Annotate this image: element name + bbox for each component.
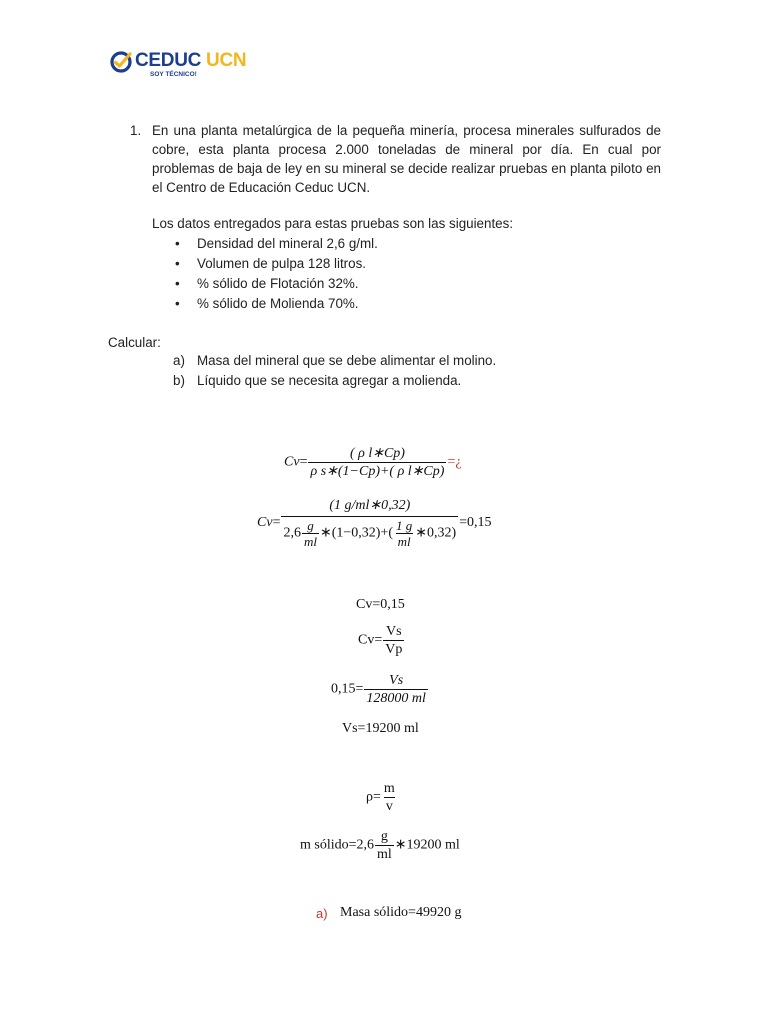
equation-density <box>366 781 398 814</box>
equation-cv-value: Cv=0,15 <box>356 597 405 612</box>
eq7-numerator: m <box>383 781 395 796</box>
list-item <box>152 234 378 254</box>
eq8-lhs: m sólido=2,6 <box>300 837 375 853</box>
logo-brand <box>135 50 246 72</box>
equation-vs-value: Vs=19200 ml <box>342 721 419 736</box>
equation-cv-substitution: Cv= (1 g/ml∗0,32) 2,6 $\frac{g}{ml}$ ∗(1−0,32)+( $\frac{1 g}{ml}$ ∗0,32) =0,15 <box>257 498 492 549</box>
answer-label: a) <box>316 906 328 921</box>
bullet-icon: • <box>175 276 180 291</box>
equation-vs-solve <box>331 673 429 706</box>
logo-brand-ceduc: CEDUC <box>135 50 202 71</box>
data-item-text: % sólido de Molienda 70%. <box>197 296 359 311</box>
eq1-denominator: ρ s∗(1−Cp)+( ρ l∗Cp) <box>310 464 445 479</box>
eq7-lhs: ρ= <box>366 789 381 805</box>
eq1-numerator: ( ρ l∗Cp) <box>349 446 405 461</box>
list-item <box>152 274 378 294</box>
data-item-text: % sólido de Flotación 32%. <box>197 276 359 291</box>
bullet-icon: • <box>175 296 180 311</box>
list-item <box>152 254 378 274</box>
bullet-icon: • <box>175 256 180 271</box>
problem-statement: En una planta metalúrgica de la pequeña minería, procesa minerales sulfurados de cobre, esta planta procesa 2.000 toneladas de mineral por día. En cual por problemas de baja de ley en su mineral se decide realizar pruebas en planta piloto en el Centro de Educación Ceduc UCN. <box>152 123 661 195</box>
data-item-text: Densidad del mineral 2,6 g/ml. <box>197 236 378 251</box>
data-intro: Los datos entregados para estas pruebas son las siguientes: <box>152 216 514 231</box>
ceduc-ucn-logo <box>110 50 250 82</box>
eq4-denominator: Vp <box>385 642 403 657</box>
data-list <box>152 234 378 314</box>
logo-tagline: SOY TÉCNICO! <box>150 71 197 78</box>
calc-label: Calcular: <box>108 335 161 350</box>
eq8-denominator: ml <box>377 847 392 862</box>
equation-cv-vs-vp <box>358 624 405 657</box>
eq1-lhs: Cv <box>284 454 300 470</box>
eq5-numerator: Vs <box>389 673 404 688</box>
task-text: Masa del mineral que se debe alimentar el molino. <box>197 353 497 368</box>
eq8-numerator: g <box>380 829 388 844</box>
task-list <box>152 351 496 391</box>
task-text: Líquido que se necesita agregar a molienda. <box>197 373 462 388</box>
eq4-numerator: Vs <box>386 624 402 639</box>
check-circle-icon <box>110 51 132 73</box>
list-item <box>152 294 378 314</box>
eq8-rhs: ∗19200 ml <box>394 837 460 853</box>
eq1-rhs: =¿ <box>447 454 462 470</box>
eq2-rhs: =0,15 <box>459 515 492 531</box>
task-item <box>152 351 496 371</box>
data-item-text: Volumen de pulpa 128 litros. <box>197 256 366 271</box>
answer-mass-solid: Masa sólido=49920 g <box>340 905 462 920</box>
eq4-lhs: Cv= <box>358 632 383 648</box>
eq2-denominator: 2,6 $\frac{g}{ml}$ ∗(1−0,32)+( $\frac{1 g}{ml}$ ∗0,32) <box>283 518 457 549</box>
logo-brand-ucn: UCN <box>206 50 247 71</box>
task-item <box>152 371 496 391</box>
equation-mass-solid <box>300 829 460 862</box>
eq5-denominator: 128000 ml <box>366 691 426 706</box>
equation-cv-formula: Cv= $\frac{\text{( ρ l∗Cp)}}{\text{ρ s∗(1−Cp)+( ρ l∗Cp)}}$ =¿ <box>284 446 462 479</box>
task-label: a) <box>173 353 185 368</box>
problem-number: 1. <box>130 123 142 138</box>
eq7-denominator: v <box>385 799 393 814</box>
eq2-lhs: Cv <box>257 515 273 531</box>
eq2-numerator: (1 g/ml∗0,32) <box>329 498 411 513</box>
eq5-lhs: 0,15= <box>331 681 364 697</box>
bullet-icon: • <box>175 236 180 251</box>
task-label: b) <box>173 373 185 388</box>
